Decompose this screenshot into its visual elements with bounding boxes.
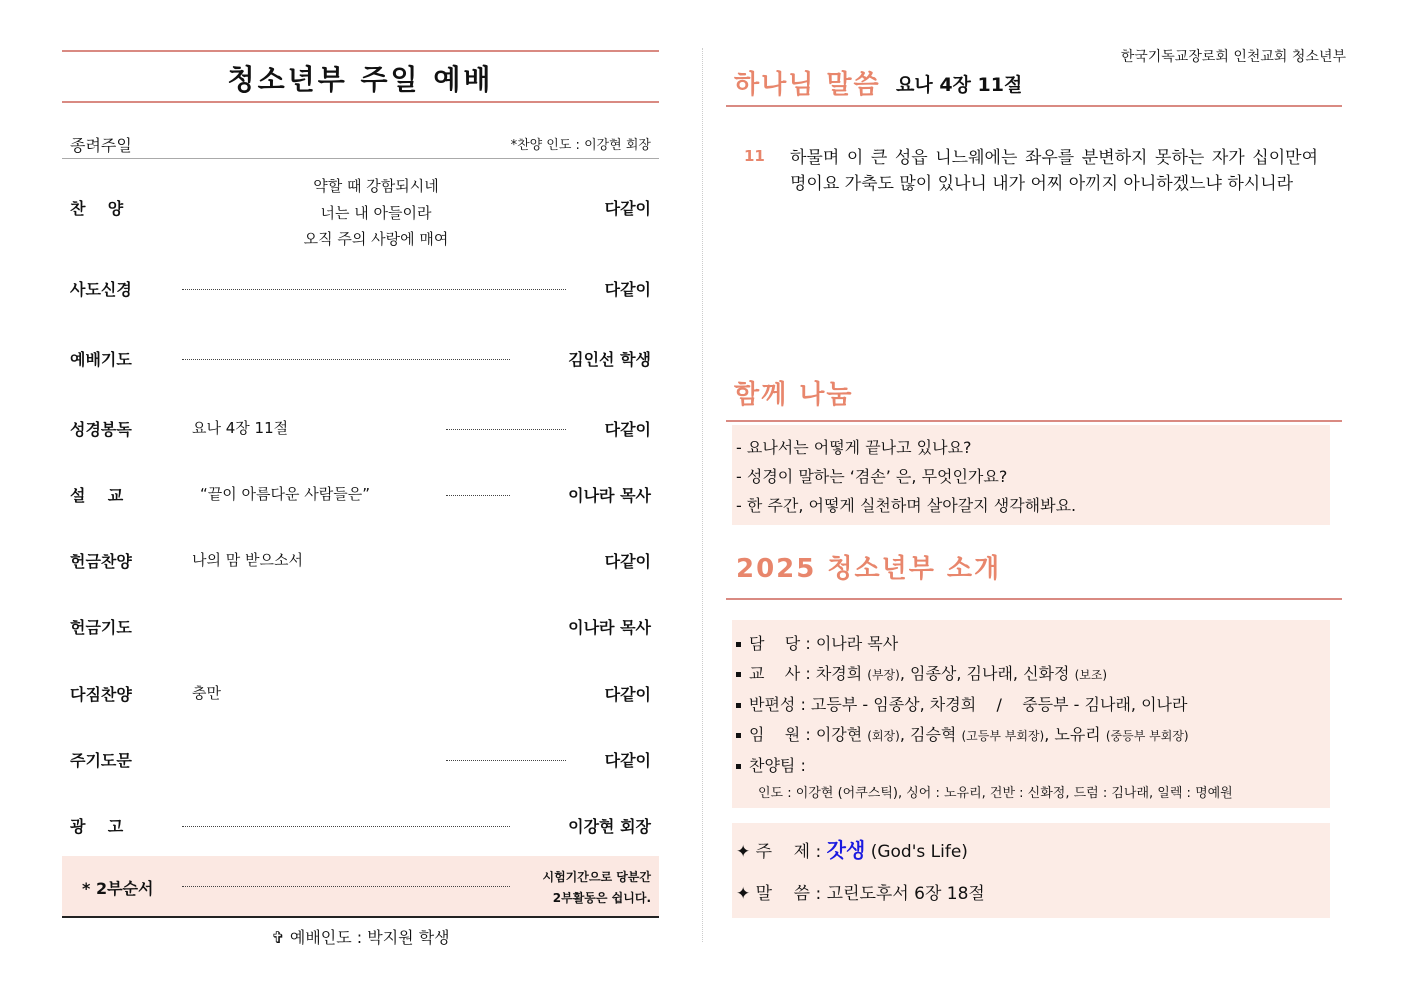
theme-verse: ✦ 말 씀 : 고린도후서 6장 18절 <box>736 884 985 904</box>
page-divider <box>702 48 703 942</box>
order-row-pledge-song: 다짐찬양 충만 다같이 <box>70 684 651 704</box>
word-title: 하나님 말씀 <box>734 70 881 100</box>
top-rule <box>62 50 659 52</box>
word-reference: 요나 4장 11절 <box>896 74 1023 96</box>
worship-order-panel <box>62 0 659 992</box>
share-rule <box>726 420 1342 422</box>
intro-teachers: 교 사 : 차경희 (부장), 임종상, 김나래, 신화정 (보조) <box>732 659 1330 691</box>
intro-classes: 반편성 : 고등부 - 임종상, 차경희 / 중등부 - 김나래, 이나라 <box>732 690 1330 720</box>
second-part-note: 시험기간으로 당분간 2부활동은 쉽니다. <box>542 870 651 905</box>
theme-line: ✦ 주 제 : 갓생 (God's Life) <box>736 838 968 862</box>
intro-praise-team: 찬양팀 : <box>732 751 1330 781</box>
intro-title: 2025 청소년부 소개 <box>736 554 1002 584</box>
theme-box <box>732 823 1330 918</box>
questions-box <box>732 425 1330 525</box>
praise-song-2: 너는 내 아들이라 <box>320 204 432 222</box>
verse-number: 11 <box>744 147 765 165</box>
info-panel <box>726 0 1346 992</box>
worship-leader: ✞ 예배인도 : 박지원 학생 <box>271 928 450 947</box>
bullet-icon <box>736 642 741 647</box>
header-divider <box>62 158 659 159</box>
bullet-icon <box>736 672 741 677</box>
bullet-icon <box>736 733 741 738</box>
order-row-praise: 찬 양 다같이 <box>70 199 651 218</box>
second-part-box: * 2부순서 시험기간으로 당분간 2부활동은 쉽니다. <box>62 856 659 916</box>
question-1: - 요나서는 어떻게 끝나고 있나요? <box>736 438 972 457</box>
order-row-lords-prayer: 주기도문 다같이 <box>70 751 651 770</box>
church-name: 한국기독교장로회 인천교회 청소년부 <box>1120 49 1346 65</box>
intro-praise-team-detail: 인도 : 이강현 (어쿠스틱), 싱어 : 노유리, 건반 : 신화정, 드럼 : 김나래, 일렉 : 명예원 <box>758 785 1233 801</box>
order-row-offering-prayer: 헌금기도 이나라 목사 <box>70 618 651 637</box>
share-title: 함께 나눔 <box>734 380 854 410</box>
title-rule <box>62 101 659 103</box>
question-2: - 성경이 말하는 ‘겸손’ 은, 무엇인가요? <box>736 467 1008 486</box>
order-row-sermon: 설 교 “끝이 아름다운 사람들은” 이나라 목사 <box>70 485 651 505</box>
intro-pastor: 담 당 : 이나라 목사 <box>732 629 1330 659</box>
order-row-creed: 사도신경 다같이 <box>70 280 651 299</box>
word-rule <box>726 105 1342 107</box>
order-row-scripture: 성경봉독 요나 4장 11절 다같이 <box>70 419 651 439</box>
order-row-announcements: 광 고 이강현 회장 <box>70 817 651 836</box>
worship-lead: *찬양 인도 : 이강현 회장 <box>510 138 651 153</box>
order-row-prayer: 예배기도 김인선 학생 <box>70 350 651 369</box>
bullet-icon <box>736 703 741 708</box>
bottom-rule <box>62 916 659 918</box>
order-row-offering-song: 헌금찬양 나의 맘 받으소서 다같이 <box>70 551 651 571</box>
intro-rule <box>726 598 1342 600</box>
intro-officers: 임 원 : 이강현 (회장), 김승혁 (고등부 부회장), 노유리 (중등부 부회장) <box>732 720 1330 752</box>
page-title: 청소년부 주일 예배 <box>227 63 494 96</box>
theme-word: 갓생 <box>826 838 866 862</box>
sunday-name: 종려주일 <box>70 136 132 155</box>
praise-song-3: 오직 주의 사랑에 매여 <box>303 230 449 248</box>
verse-text: 하물며 이 큰 성읍 니느웨에는 좌우를 분변하지 못하는 자가 십이만여 명이요 가축도 많이 있나니 내가 어찌 아끼지 아니하겠느냐 하시니라 <box>790 148 1318 194</box>
intro-box <box>732 620 1330 808</box>
bullet-icon <box>736 764 741 769</box>
praise-song-1: 약할 때 강함되시네 <box>313 177 439 195</box>
question-3: - 한 주간, 어떻게 실천하며 살아갈지 생각해봐요. <box>736 496 1077 515</box>
